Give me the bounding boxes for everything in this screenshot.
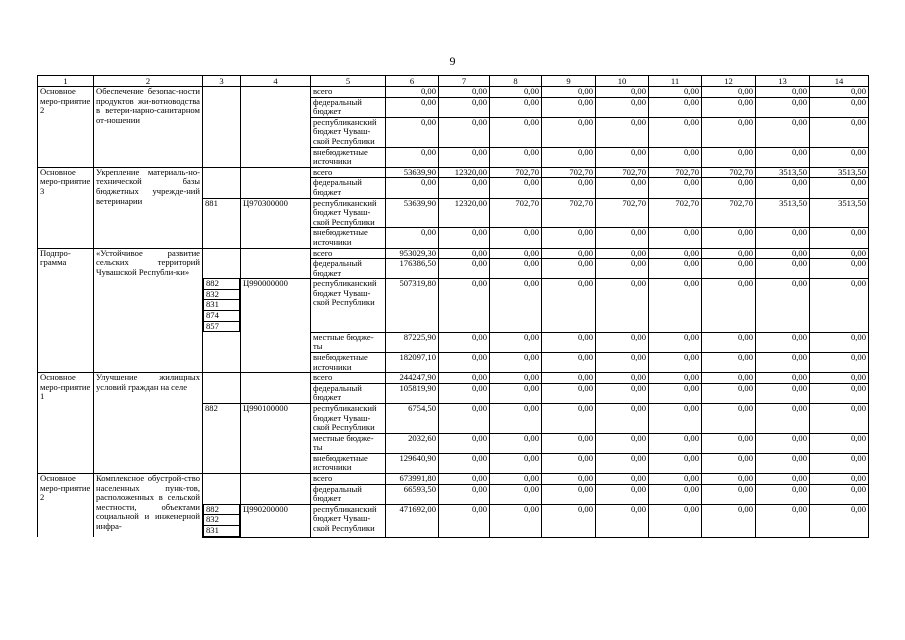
budget-code [241, 167, 311, 178]
value-cell-col14: 0,00 [810, 474, 869, 485]
budget-table [37, 75, 869, 538]
value-cell-col14: 0,00 [810, 383, 869, 403]
admin-code [203, 87, 241, 98]
value-cell-col8: 0,00 [490, 147, 542, 167]
admin-code [203, 352, 241, 372]
value-cell-col7: 0,00 [439, 403, 490, 433]
value-cell-col10: 0,00 [596, 87, 649, 98]
value-cell-col10: 0,00 [596, 383, 649, 403]
value-cell-col14: 3513,50 [810, 198, 869, 228]
value-cell-col9: 0,00 [542, 178, 596, 198]
budget-code [241, 352, 311, 372]
admin-code: 832 [203, 515, 240, 526]
funding-source: всего [311, 87, 386, 98]
value-cell-col13: 0,00 [756, 474, 810, 485]
admin-code [203, 117, 241, 147]
value-cell-col13: 0,00 [756, 147, 810, 167]
value-cell-col12: 0,00 [702, 403, 756, 433]
value-cell-col13: 0,00 [756, 228, 810, 248]
value-cell-col12: 0,00 [702, 453, 756, 473]
measure-type: Основное меро-приятие 1 [38, 373, 94, 474]
value-cell-col8: 0,00 [490, 474, 542, 485]
value-cell-col7: 0,00 [439, 433, 490, 453]
value-cell-col8: 0,00 [490, 383, 542, 403]
value-cell-col7: 12320,00 [439, 198, 490, 228]
value-cell-col6: 66593,50 [386, 484, 439, 504]
value-cell-col9: 0,00 [542, 474, 596, 485]
header-cell-6: 6 [386, 76, 439, 87]
value-cell-col7: 0,00 [439, 383, 490, 403]
value-cell-col11: 0,00 [649, 383, 702, 403]
funding-source: республиканский бюджет Чуваш-ской Республики [311, 279, 386, 332]
value-cell-col6: 6754,50 [386, 403, 439, 433]
funding-source: внебюджетные источники [311, 228, 386, 248]
value-cell-col7: 0,00 [439, 259, 490, 279]
value-cell-col10: 0,00 [596, 403, 649, 433]
value-cell-col12: 0,00 [702, 484, 756, 504]
funding-source: республиканский бюджет Чуваш-ской Республики [311, 504, 386, 537]
value-cell-col13: 0,00 [756, 259, 810, 279]
value-cell-col9: 0,00 [542, 332, 596, 352]
budget-code: Ц990200000 [241, 504, 311, 537]
value-cell-col6: 0,00 [386, 178, 439, 198]
value-cell-col10: 702,70 [596, 167, 649, 178]
admin-code [203, 178, 241, 198]
value-cell-col7: 0,00 [439, 248, 490, 259]
value-cell-col10: 0,00 [596, 259, 649, 279]
value-cell-col9: 0,00 [542, 433, 596, 453]
value-cell-col7: 0,00 [439, 453, 490, 473]
value-cell-col9: 0,00 [542, 87, 596, 98]
header-cell-13: 13 [756, 76, 810, 87]
value-cell-col7: 0,00 [439, 279, 490, 332]
value-cell-col12: 0,00 [702, 332, 756, 352]
value-cell-col13: 0,00 [756, 484, 810, 504]
value-cell-col8: 0,00 [490, 178, 542, 198]
measure-type: Основное меро-приятие 3 [38, 167, 94, 248]
header-cell-12: 12 [702, 76, 756, 87]
value-cell-col6: 471692,00 [386, 504, 439, 537]
header-cell-9: 9 [542, 76, 596, 87]
value-cell-col7: 0,00 [439, 332, 490, 352]
value-cell-col9: 0,00 [542, 403, 596, 433]
value-cell-col12: 0,00 [702, 248, 756, 259]
admin-code: 882 [203, 505, 240, 516]
value-cell-col8: 0,00 [490, 433, 542, 453]
admin-code: 882 [203, 403, 241, 433]
value-cell-col14: 0,00 [810, 433, 869, 453]
value-cell-col9: 0,00 [542, 453, 596, 473]
value-cell-col14: 0,00 [810, 484, 869, 504]
budget-code [241, 332, 311, 352]
value-cell-col10: 0,00 [596, 474, 649, 485]
admin-code [203, 373, 241, 384]
value-cell-col6: 0,00 [386, 147, 439, 167]
value-cell-col6: 87225,90 [386, 332, 439, 352]
value-cell-col12: 0,00 [702, 259, 756, 279]
value-cell-col6: 244247,90 [386, 373, 439, 384]
value-cell-col8: 0,00 [490, 279, 542, 332]
value-cell-col12: 702,70 [702, 167, 756, 178]
value-cell-col12: 0,00 [702, 474, 756, 485]
value-cell-col14: 0,00 [810, 248, 869, 259]
value-cell-col8: 0,00 [490, 259, 542, 279]
value-cell-col9: 0,00 [542, 352, 596, 372]
value-cell-col6: 0,00 [386, 97, 439, 117]
value-cell-col13: 0,00 [756, 433, 810, 453]
admin-code [203, 383, 241, 403]
value-cell-col7: 0,00 [439, 228, 490, 248]
value-cell-col14: 0,00 [810, 147, 869, 167]
value-cell-col6: 105819,90 [386, 383, 439, 403]
value-cell-col12: 0,00 [702, 228, 756, 248]
value-cell-col11: 0,00 [649, 279, 702, 332]
funding-source: внебюджетные источники [311, 147, 386, 167]
value-cell-col12: 0,00 [702, 433, 756, 453]
value-cell-col14: 0,00 [810, 373, 869, 384]
value-cell-col13: 0,00 [756, 453, 810, 473]
value-cell-col7: 0,00 [439, 504, 490, 537]
value-cell-col7: 0,00 [439, 178, 490, 198]
value-cell-col12: 702,70 [702, 198, 756, 228]
page-number: 9 [449, 54, 456, 68]
value-cell-col8: 702,70 [490, 198, 542, 228]
value-cell-col9: 0,00 [542, 279, 596, 332]
value-cell-col6: 129640,90 [386, 453, 439, 473]
value-cell-col7: 0,00 [439, 474, 490, 485]
measure-type: Основное меро-приятие 2 [38, 474, 94, 538]
value-cell-col13: 0,00 [756, 383, 810, 403]
value-cell-col7: 0,00 [439, 352, 490, 372]
measure-name: Укрепление материаль-но-технической базы бюджетных учрежде-ний ветеринарии [94, 167, 203, 248]
value-cell-col12: 0,00 [702, 87, 756, 98]
funding-source: внебюджетные источники [311, 352, 386, 372]
value-cell-col6: 182097,10 [386, 352, 439, 372]
value-cell-col7: 0,00 [439, 147, 490, 167]
value-cell-col6: 507319,80 [386, 279, 439, 332]
admin-code: 857 [203, 322, 240, 333]
value-cell-col14: 0,00 [810, 403, 869, 433]
value-cell-col10: 0,00 [596, 373, 649, 384]
table-row [38, 167, 869, 178]
admin-code-list [203, 504, 241, 537]
value-cell-col9: 0,00 [542, 504, 596, 537]
value-cell-col7: 0,00 [439, 87, 490, 98]
value-cell-col13: 3513,50 [756, 167, 810, 178]
value-cell-col14: 0,00 [810, 279, 869, 332]
value-cell-col13: 3513,50 [756, 198, 810, 228]
admin-code [203, 474, 241, 485]
value-cell-col14: 0,00 [810, 97, 869, 117]
value-cell-col9: 0,00 [542, 383, 596, 403]
value-cell-col8: 0,00 [490, 248, 542, 259]
value-cell-col7: 0,00 [439, 97, 490, 117]
budget-code [241, 373, 311, 384]
value-cell-col10: 0,00 [596, 484, 649, 504]
value-cell-col8: 0,00 [490, 117, 542, 147]
value-cell-col10: 0,00 [596, 117, 649, 147]
value-cell-col13: 0,00 [756, 403, 810, 433]
budget-code [241, 178, 311, 198]
value-cell-col14: 0,00 [810, 352, 869, 372]
admin-code: 882 [203, 279, 240, 290]
header-cell-3: 3 [203, 76, 241, 87]
value-cell-col13: 0,00 [756, 332, 810, 352]
funding-source: федеральный бюджет [311, 259, 386, 279]
value-cell-col8: 0,00 [490, 504, 542, 537]
value-cell-col11: 0,00 [649, 248, 702, 259]
value-cell-col8: 702,70 [490, 167, 542, 178]
value-cell-col9: 0,00 [542, 373, 596, 384]
admin-code-list [203, 279, 241, 332]
admin-code: 832 [203, 290, 240, 301]
header-cell-2: 2 [94, 76, 203, 87]
funding-source: республиканский бюджет Чуваш-ской Республики [311, 403, 386, 433]
admin-code [203, 97, 241, 117]
funding-source: всего [311, 167, 386, 178]
budget-code [241, 474, 311, 485]
funding-source: федеральный бюджет [311, 97, 386, 117]
value-cell-col12: 0,00 [702, 504, 756, 537]
budget-code [241, 383, 311, 403]
admin-code: 881 [203, 198, 241, 228]
budget-code [241, 97, 311, 117]
value-cell-col6: 673991,80 [386, 474, 439, 485]
value-cell-col8: 0,00 [490, 97, 542, 117]
value-cell-col8: 0,00 [490, 373, 542, 384]
value-cell-col11: 702,70 [649, 167, 702, 178]
value-cell-col12: 0,00 [702, 147, 756, 167]
funding-source: федеральный бюджет [311, 383, 386, 403]
value-cell-col11: 0,00 [649, 433, 702, 453]
value-cell-col10: 0,00 [596, 352, 649, 372]
value-cell-col7: 0,00 [439, 373, 490, 384]
value-cell-col13: 0,00 [756, 279, 810, 332]
value-cell-col10: 0,00 [596, 279, 649, 332]
value-cell-col13: 0,00 [756, 373, 810, 384]
value-cell-col14: 0,00 [810, 228, 869, 248]
value-cell-col14: 0,00 [810, 87, 869, 98]
value-cell-col9: 0,00 [542, 248, 596, 259]
budget-code: Ц990100000 [241, 403, 311, 433]
admin-code [203, 147, 241, 167]
header-row [38, 76, 869, 87]
value-cell-col12: 0,00 [702, 97, 756, 117]
funding-source: республиканский бюджет Чуваш-ской Республики [311, 198, 386, 228]
value-cell-col11: 0,00 [649, 403, 702, 433]
admin-code [203, 259, 241, 279]
budget-code [241, 484, 311, 504]
value-cell-col11: 0,00 [649, 453, 702, 473]
funding-source: местные бюдже-ты [311, 433, 386, 453]
measure-name: «Устойчивое развитие сельских территорий Чувашской Республи-ки» [94, 248, 203, 373]
value-cell-col11: 0,00 [649, 147, 702, 167]
value-cell-col11: 0,00 [649, 504, 702, 537]
value-cell-col13: 0,00 [756, 87, 810, 98]
value-cell-col13: 0,00 [756, 117, 810, 147]
value-cell-col6: 2032,60 [386, 433, 439, 453]
budget-code [241, 433, 311, 453]
admin-code: 831 [203, 526, 240, 537]
value-cell-col9: 0,00 [542, 147, 596, 167]
value-cell-col14: 0,00 [810, 259, 869, 279]
value-cell-col10: 0,00 [596, 433, 649, 453]
value-cell-col10: 0,00 [596, 178, 649, 198]
value-cell-col14: 0,00 [810, 504, 869, 537]
funding-source: всего [311, 248, 386, 259]
funding-source: местные бюдже-ты [311, 332, 386, 352]
value-cell-col6: 0,00 [386, 87, 439, 98]
value-cell-col14: 0,00 [810, 117, 869, 147]
value-cell-col10: 0,00 [596, 453, 649, 473]
admin-code: 874 [203, 311, 240, 322]
funding-source: всего [311, 373, 386, 384]
value-cell-col11: 0,00 [649, 97, 702, 117]
value-cell-col14: 0,00 [810, 178, 869, 198]
value-cell-col14: 3513,50 [810, 167, 869, 178]
header-cell-1: 1 [38, 76, 94, 87]
value-cell-col12: 0,00 [702, 117, 756, 147]
admin-code [203, 453, 241, 473]
header-cell-5: 5 [311, 76, 386, 87]
value-cell-col11: 702,70 [649, 198, 702, 228]
table-row [38, 474, 869, 485]
value-cell-col10: 0,00 [596, 248, 649, 259]
value-cell-col8: 0,00 [490, 403, 542, 433]
value-cell-col10: 0,00 [596, 228, 649, 248]
value-cell-col13: 0,00 [756, 248, 810, 259]
value-cell-col11: 0,00 [649, 474, 702, 485]
measure-type: Основное меро-приятие 2 [38, 87, 94, 168]
measure-type: Подпро-грамма [38, 248, 94, 373]
header-cell-10: 10 [596, 76, 649, 87]
value-cell-col9: 0,00 [542, 117, 596, 147]
budget-code [241, 259, 311, 279]
admin-code [203, 228, 241, 248]
value-cell-col10: 0,00 [596, 504, 649, 537]
value-cell-col12: 0,00 [702, 279, 756, 332]
value-cell-col9: 0,00 [542, 259, 596, 279]
budget-code [241, 87, 311, 98]
admin-code [203, 332, 241, 352]
value-cell-col12: 0,00 [702, 383, 756, 403]
value-cell-col6: 953029,30 [386, 248, 439, 259]
value-cell-col8: 0,00 [490, 484, 542, 504]
header-cell-8: 8 [490, 76, 542, 87]
header-cell-4: 4 [241, 76, 311, 87]
value-cell-col11: 0,00 [649, 373, 702, 384]
value-cell-col14: 0,00 [810, 332, 869, 352]
header-cell-7: 7 [439, 76, 490, 87]
value-cell-col11: 0,00 [649, 117, 702, 147]
admin-code [203, 484, 241, 504]
value-cell-col13: 0,00 [756, 504, 810, 537]
table-row [38, 87, 869, 98]
value-cell-col6: 53639,90 [386, 198, 439, 228]
value-cell-col11: 0,00 [649, 352, 702, 372]
value-cell-col11: 0,00 [649, 259, 702, 279]
budget-code [241, 147, 311, 167]
admin-code [203, 433, 241, 453]
value-cell-col13: 0,00 [756, 97, 810, 117]
budget-code: Ц990000000 [241, 279, 311, 332]
value-cell-col10: 0,00 [596, 332, 649, 352]
funding-source: республиканский бюджет Чуваш-ской Республики [311, 117, 386, 147]
value-cell-col11: 0,00 [649, 228, 702, 248]
value-cell-col8: 0,00 [490, 228, 542, 248]
admin-code [203, 167, 241, 178]
value-cell-col9: 0,00 [542, 228, 596, 248]
value-cell-col8: 0,00 [490, 453, 542, 473]
header-cell-14: 14 [810, 76, 869, 87]
value-cell-col8: 0,00 [490, 87, 542, 98]
value-cell-col7: 12320,00 [439, 167, 490, 178]
value-cell-col8: 0,00 [490, 352, 542, 372]
value-cell-col6: 53639,90 [386, 167, 439, 178]
budget-code [241, 117, 311, 147]
admin-code: 831 [203, 300, 240, 311]
budget-code [241, 453, 311, 473]
value-cell-col8: 0,00 [490, 332, 542, 352]
value-cell-col13: 0,00 [756, 352, 810, 372]
value-cell-col9: 0,00 [542, 97, 596, 117]
table-row [38, 373, 869, 384]
header-cell-11: 11 [649, 76, 702, 87]
value-cell-col11: 0,00 [649, 178, 702, 198]
value-cell-col11: 0,00 [649, 484, 702, 504]
value-cell-col10: 0,00 [596, 147, 649, 167]
funding-source: федеральный бюджет [311, 484, 386, 504]
value-cell-col12: 0,00 [702, 178, 756, 198]
measure-name: Улучшение жилищных условий граждан на селе [94, 373, 203, 474]
value-cell-col9: 702,70 [542, 167, 596, 178]
value-cell-col13: 0,00 [756, 178, 810, 198]
value-cell-col10: 0,00 [596, 97, 649, 117]
value-cell-col11: 0,00 [649, 87, 702, 98]
budget-code [241, 228, 311, 248]
value-cell-col6: 0,00 [386, 228, 439, 248]
value-cell-col7: 0,00 [439, 484, 490, 504]
value-cell-col9: 0,00 [542, 484, 596, 504]
value-cell-col7: 0,00 [439, 117, 490, 147]
budget-code: Ц970300000 [241, 198, 311, 228]
measure-name: Комплексное обустрой-ство населенных пунк-тов, расположенных в сельской местности, объектами социальной и инженерной инфра- [94, 474, 203, 538]
table-row [38, 248, 869, 259]
value-cell-col12: 0,00 [702, 352, 756, 372]
admin-code [203, 248, 241, 259]
value-cell-col14: 0,00 [810, 453, 869, 473]
funding-source: внебюджетные источники [311, 453, 386, 473]
value-cell-col9: 702,70 [542, 198, 596, 228]
value-cell-col12: 0,00 [702, 373, 756, 384]
value-cell-col10: 702,70 [596, 198, 649, 228]
measure-name: Обеспечение безопас-ности продуктов жи-вотноводства в ветери-нарно-санитарном от-ношении [94, 87, 203, 168]
budget-code [241, 248, 311, 259]
funding-source: всего [311, 474, 386, 485]
value-cell-col6: 176386,50 [386, 259, 439, 279]
value-cell-col6: 0,00 [386, 117, 439, 147]
funding-source: федеральный бюджет [311, 178, 386, 198]
value-cell-col11: 0,00 [649, 332, 702, 352]
